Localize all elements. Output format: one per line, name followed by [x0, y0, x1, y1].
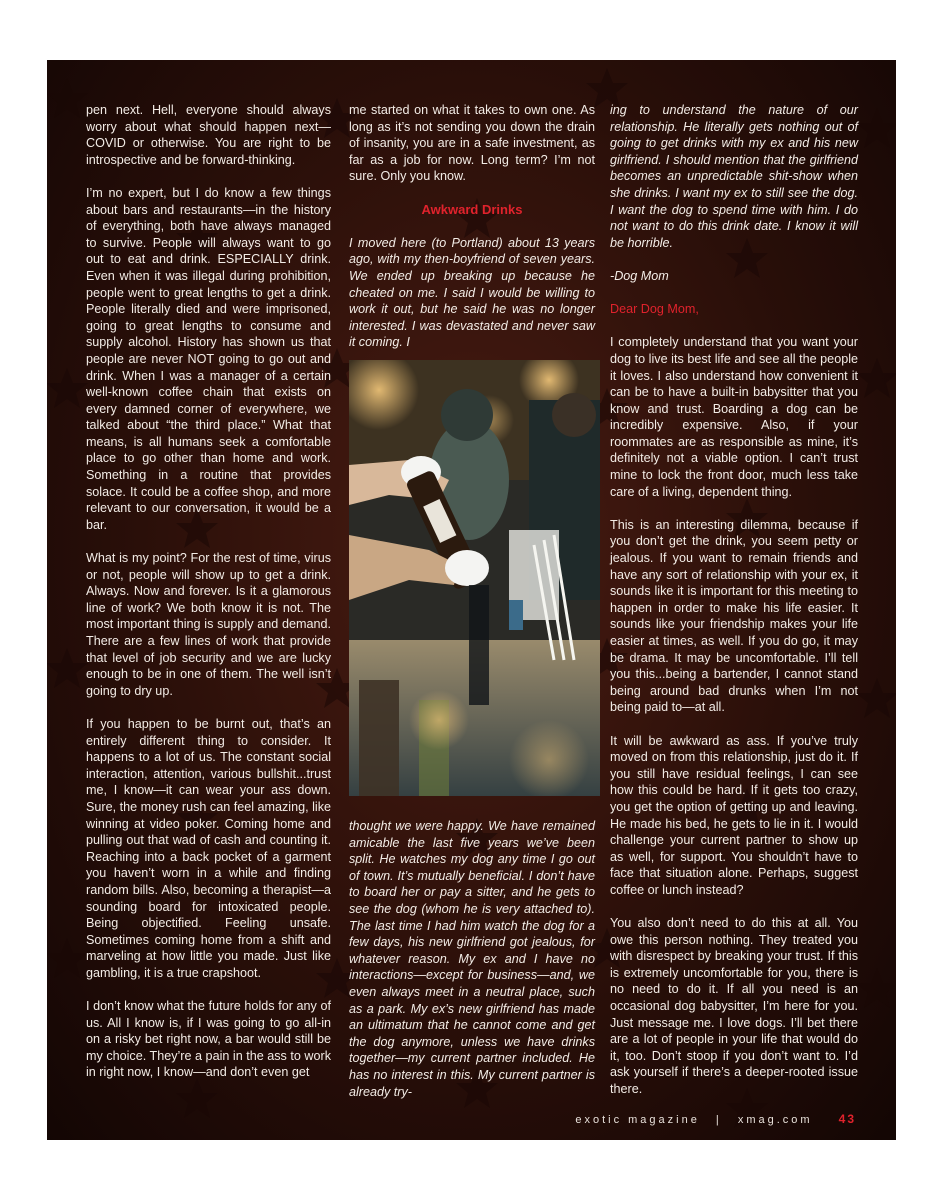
website: xmag.com: [737, 1114, 813, 1126]
section-heading: Awkward Drinks: [421, 201, 523, 217]
column-1: [86, 102, 331, 1098]
magazine-page: [47, 60, 896, 1140]
letter-paragraph: I moved here (to Portland) about 13 years ago, with my then-boyfriend of seven years. We ended up breaking up because he cheated on me. I said I would be willing to work it out, but he said he was no longer interested. I was devastated and never saw it coming. I: [349, 235, 595, 350]
letter-paragraph: thought we were happy. We have remained amicable the last five years we’ve been split. He watches my dog any time I go out of town. It’s mutually beneficial. I don’t have to board her or pay a sitter, and he gets to see the dog (whom he is very attached to). The last time I had him watch the dog for a few days, his new girlfriend got jealous, for whatever reason. My ex and I have no interactions—except for business—and, we even always meet in a neutral place, such as a park. My ex’s new girlfriend has made an ultimatum that he cannot come and get the dog anymore, unless we have drinks together—my current partner included. He has no interest in this. My current partner is already try-: [349, 819, 595, 1099]
column-3: [610, 102, 858, 1114]
footer-separator: |: [715, 1114, 722, 1126]
reply-salutation: Dear Dog Mom,: [610, 302, 699, 317]
paragraph: This is an interesting dilemma, because if you don’t get the drink, you seem petty or jealous. If you want to remain friends and have any sort of relationship with your ex, it sounds like it is important for this meeting to happen in order to make his life easier. It sounds like your friendship makes your life easier at times, as well. If you do go, it may be drama. It may be uncomfortable. I’ll tell you this...being a bartender, I cannot stand being around bad drunks when I’m not being paid to—at all.: [610, 517, 858, 715]
letter-paragraph: ing to understand the nature of our relationship. He literally gets nothing out of going to get drinks with my ex and his new girlfriend. I should mention that the girlfriend becomes an unpredictable shit-show when she drinks. I want my ex to still see the dog. I want the dog to spend time with him. I do not want to do this drink date. I know it will be horrible.: [610, 103, 858, 250]
column-2: [349, 102, 595, 368]
paragraph: I completely understand that you want your dog to live its best life and see all the people it loves. I also understand how convenient it can be to have a built-in babysitter that you know and trust. Boarding a dog can be incredibly expensive. Also, if your roommates are as responsible as mine, it’s definitely not a viable option. I can’t trust mine to lock the front door, much less take care of a living, dependent thing.: [610, 335, 858, 499]
page-number: 43: [838, 1112, 856, 1126]
paragraph: What is my point? For the rest of time, virus or not, people will show up to get a drink. Always. Now and forever. Is it a glamorous line of work? We both know it is not. The most important thing is supply and demand. There are a few lines of work that provide that level of job security and we are lucky enough to be in one of them. The well isn’t going to dry up.: [86, 551, 331, 698]
column-2-continued: [349, 818, 595, 1100]
paragraph: I don’t know what the future holds for any of us. All I know is, if I was going to go all-in on a risky bet right now, a bar would still be my choice. They’re a pain in the ass to work in right now, I know—and don’t even get: [86, 999, 331, 1080]
paragraph: I’m no expert, but I do know a few things about bars and restaurants—in the history of everything, both have always managed to survive. People will always want to go out to eat and drink. ESPECIALLY drink. Even when it was illegal during prohibition, people went to great lengths to get a drink. People literally died and were imprisoned, going to great lengths to consume and supply alcohol. History has shown us that people are never NOT going to go out and drink. When I was a manager of a certain well-known coffee chain that exists on every damned corner of everywhere, we talked about “the third place.” What that means, is all humans seek a comfortable place to go other than home and work. Something in a routine that provides solace. It could be a coffee shop, and more relevant to our conversation, it would be a bar.: [86, 185, 331, 532]
letter-signature: -Dog Mom: [610, 268, 669, 283]
magazine-name: exotic magazine: [575, 1114, 700, 1126]
paragraph: You also don’t need to do this at all. You owe this person nothing. They treated you with disrespect by breaking your trust. If this is extremely uncomfortable for you, there is no need to do it. If all you need is an occasional dog babysitter, I’m here for you. Just message me. I love dogs. I’ll bet there are a lot of people in your life that would do it, too. Don’t stoop if you don’t want to. I’d ask yourself if there’s a deeper-rooted issue there.: [610, 916, 858, 1097]
paragraph: It will be awkward as ass. If you’ve truly moved on from this relationship, just do it. If you still have residual feelings, I can see how this could be hard. If it gets too crazy, you get the option of getting up and leaving. He made his bed, he gets to lie in it. I would challenge your current partner to show up as well, for support. You shouldn’t have to face that situation alone. Perhaps, suggest coffee or lunch instead?: [610, 733, 858, 897]
bartender-photo-illustration: [349, 360, 600, 796]
paragraph: pen next. Hell, everyone should always worry about what should happen next—COVID or otherwise. You are right to be introspective and be forward-thinking.: [86, 103, 331, 167]
paragraph: me started on what it takes to own one. As long as it’s not sending you down the drain of insanity, you are in a safe investment, as far as a job for now. Long term? I’m not sure. Only you know.: [349, 103, 595, 184]
page-footer: [575, 1112, 856, 1126]
paragraph: If you happen to be burnt out, that’s an entirely different thing to consider. It happens to a lot of us. The constant social interaction, attention, various bullshit...trust me, I know—it can wear your ass down. Sure, the money rush can feel amazing, like winning at video poker. Coming home and pulling out that wad of cash and counting it. Reaching into a back pocket of a garment you haven’t worn in a while and finding random bills. Also, becoming a therapist—a sounding board for intoxicated people. Being objectified. Feeling unsafe. Sometimes coming home from a shift and marveling at how little you made. Just like gambling, it is a true crapshoot.: [86, 716, 332, 980]
bartender-photo: [349, 360, 600, 796]
